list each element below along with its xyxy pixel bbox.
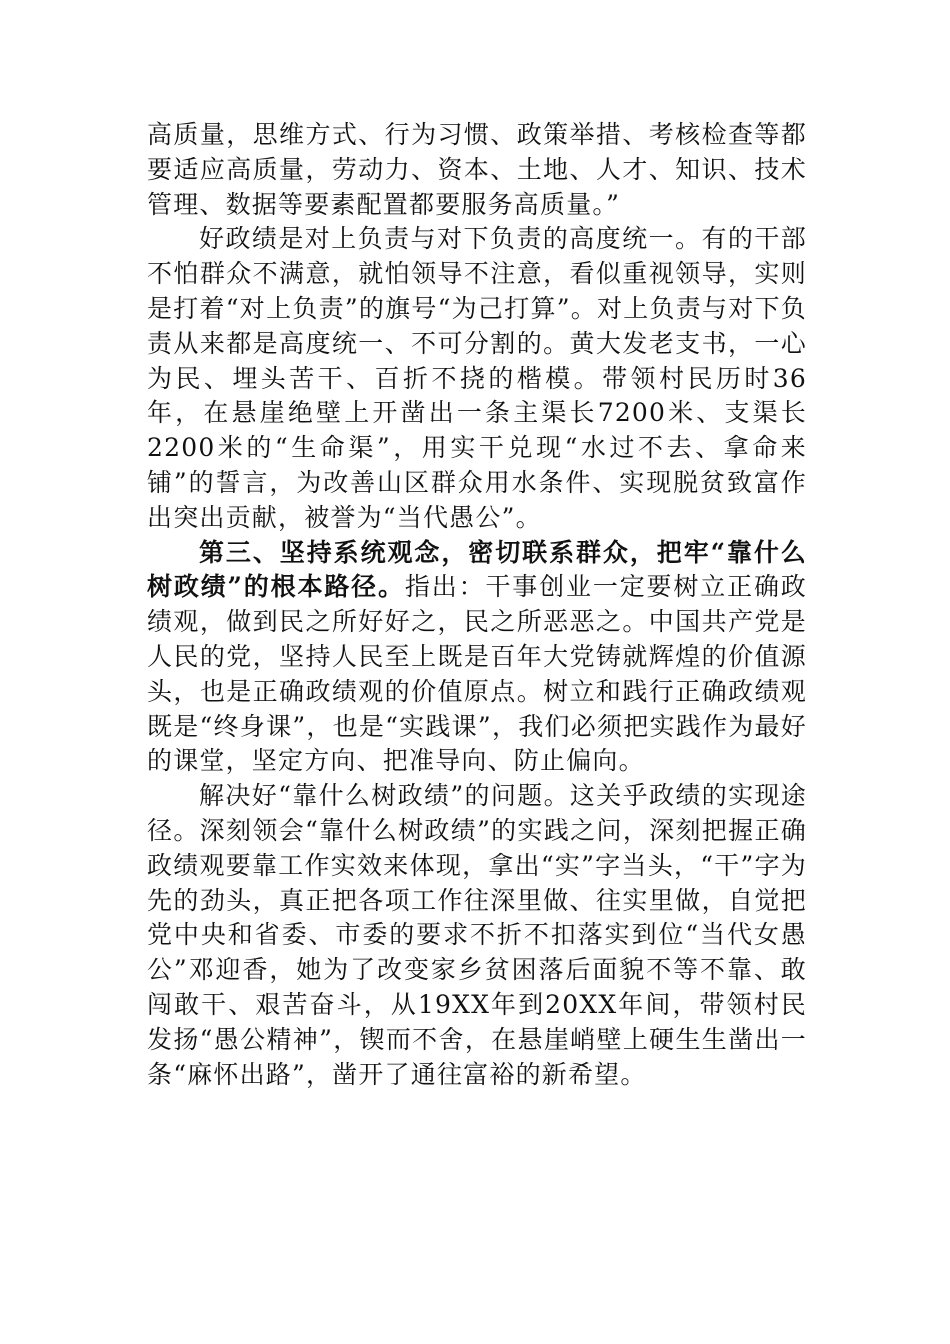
paragraph-2 <box>147 222 807 535</box>
paragraph-4 <box>147 779 807 1092</box>
paragraph-1 <box>147 118 807 222</box>
paragraph-3-text: 指出：干事创业一定要树立正确政绩观，做到民之所好好之，民之所恶恶之。中国共产党是人民的党，坚持人民至上既是百年大党铸就辉煌的价值源头，也是正确政绩观的价值原点。树立和践行正确政绩观既是“终身课”，也是“实践课”，我们必须把实践作为最好的课堂，坚定方向、把准导向、防止偏向。 <box>147 572 807 776</box>
paragraph-4-text: 解决好“靠什么树政绩”的问题。这关乎政绩的实现途径。深刻领会“靠什么树政绩”的实践之问，深刻把握正确政绩观要靠工作实效来体现，拿出“实”字当头，“干”字为先的劲头，真正把各项工作往深里做、往实里做，自觉把党中央和省委、市委的要求不折不扣落实到位“当代女愚公”邓迎香，她为了改变家乡贫困落后面貌不等不靠、敢闯敢干、艰苦奋斗，从19XX年到20XX年间，带领村民发扬“愚公精神”，锲而不舍，在悬崖峭壁上硬生生凿出一条“麻怀出路”，凿开了通往富裕的新希望。 <box>147 781 807 1089</box>
paragraph-1-text: 高质量，思维方式、行为习惯、政策举措、考核检查等都要适应高质量，劳动力、资本、土地、人才、知识、技术管理、数据等要素配置都要服务高质量。” <box>147 120 807 219</box>
paragraph-3-heading: 第三、坚持系统观念，密切联系群众，把牢“靠什么树政绩”的根本路径。 <box>147 537 807 602</box>
document-page <box>147 118 807 1092</box>
paragraph-2-text: 好政绩是对上负责与对下负责的高度统一。有的干部不怕群众不满意，就怕领导不注意，看似重视领导，实则是打着“对上负责”的旗号“为己打算”。对上负责与对下负责从来都是高度统一、不可分割的。黄大发老支书，一心为民、埋头苦干、百折不挠的楷模。带领村民历时36年，在悬崖绝壁上开凿出一条主渠长7200米、支渠长2200米的“生命渠”，用实干兑现“水过不去、拿命来铺”的誓言，为改善山区群众用水条件、实现脱贫致富作出突出贡献，被誉为“当代愚公”。 <box>147 224 807 532</box>
paragraph-3 <box>147 536 807 780</box>
